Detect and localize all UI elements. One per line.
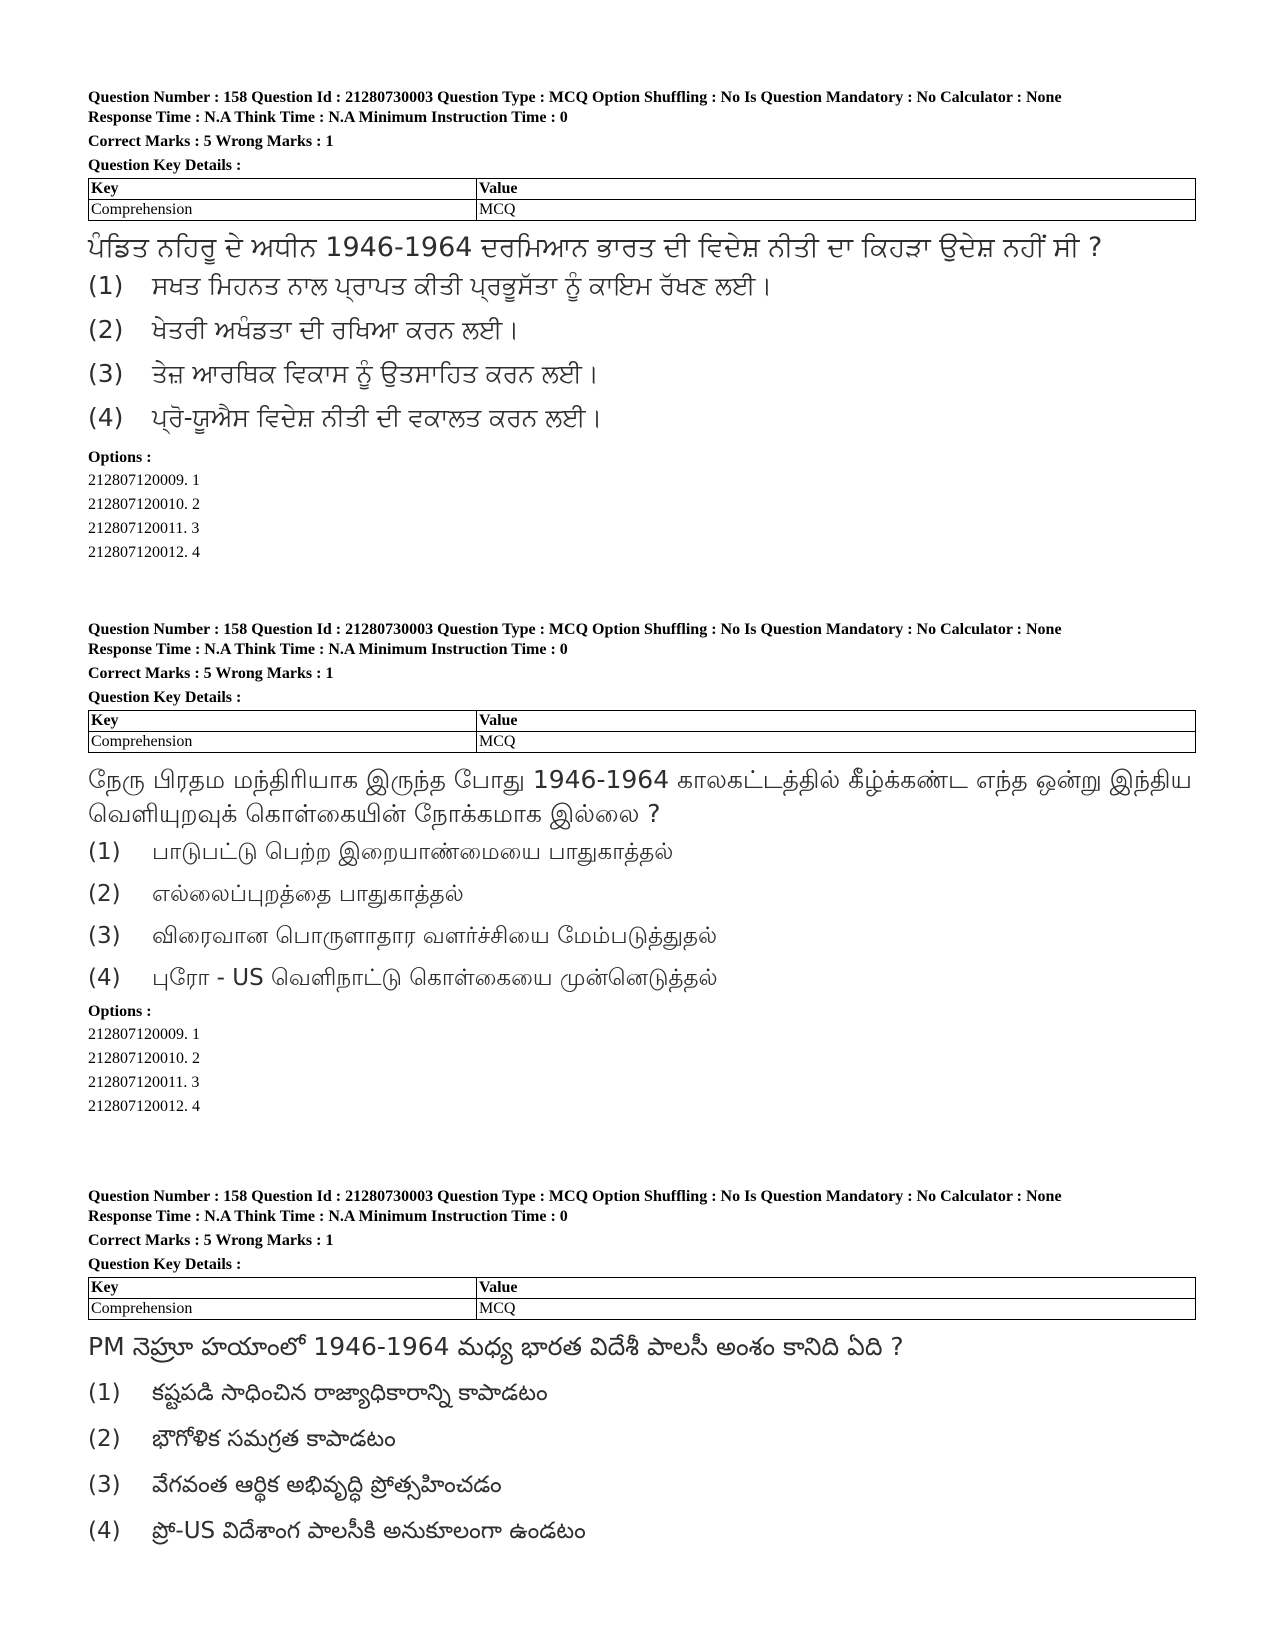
key-cell: Comprehension (89, 200, 477, 221)
choice-text: பாடுபட்டு பெற்ற இறையாண்மையை பாதுகாத்தல் (152, 839, 674, 865)
option-line: 212807120010. 2 (88, 496, 200, 513)
key-details-table (88, 178, 1196, 221)
question-content (88, 231, 1196, 433)
table-header-row (89, 711, 1196, 732)
choice-item (88, 963, 1196, 993)
marks-line: Correct Marks : 5 Wrong Marks : 1 (88, 133, 334, 150)
question-meta (88, 620, 1196, 708)
option-line: 212807120009. 1 (88, 472, 200, 489)
question-block (88, 88, 1196, 565)
question-meta (88, 1187, 1196, 1275)
choice-text: కష్టపడి సాధించిన రాజ్యాధికారాన్ని కాపాడటం (152, 1380, 548, 1406)
choice-text: புரோ - US வெளிநாட்டு கொள்கையை முன்னெடுத்தல் (152, 965, 718, 991)
options-title: Options : (88, 1003, 152, 1020)
choice-number: (4) (88, 1518, 121, 1544)
choice-text: ప్రో-US విదేశాంగ పాలసీకి అనుకూలంగా ఉండటం (152, 1518, 586, 1544)
question-text: ਪੰਡਿਤ ਨਹਿਰੂ ਦੇ ਅਧੀਨ 1946-1964 ਦਰਮਿਆਨ ਭਾਰਤ ਦੀ ਵਿਦੇਸ਼ ਨੀਤੀ ਦਾ ਕਿਹੜਾ ਉਦੇਸ਼ ਨਹੀਂ ਸੀ ? (88, 232, 1103, 263)
value-cell: MCQ (477, 200, 1196, 221)
key-details-table (88, 710, 1196, 753)
meta-line: Question Number : 158 Question Id : 21280730003 Question Type : MCQ Option Shuffling : No Is Question Mandatory : No Calculator : None (88, 89, 1062, 106)
question-content (88, 763, 1196, 993)
choice-item (88, 315, 1196, 345)
option-line: 212807120009. 1 (88, 1026, 200, 1043)
table-row (89, 732, 1196, 753)
choice-item (88, 403, 1196, 433)
value-cell: MCQ (477, 1299, 1196, 1320)
choice-item (88, 921, 1196, 951)
option-line: 212807120011. 3 (88, 520, 200, 537)
choice-number: (4) (88, 965, 121, 991)
meta-line: Response Time : N.A Think Time : N.A Minimum Instruction Time : 0 (88, 1208, 568, 1225)
choice-text: భౌగోళిక సమగ్రత కాపాడటం (152, 1426, 396, 1452)
choice-number: (2) (88, 315, 124, 344)
key-details-title: Question Key Details : (88, 157, 242, 174)
key-details-title: Question Key Details : (88, 689, 242, 706)
option-line: 212807120011. 3 (88, 1074, 200, 1091)
key-details-title: Question Key Details : (88, 1256, 242, 1273)
value-header: Value (477, 1278, 1196, 1299)
question-text: PM నెహ్రూ హయాంలో 1946-1964 మధ్య భారత విదేశీ పాలసీ అంశం కానిది ఏది ? (88, 1332, 904, 1361)
choice-number: (3) (88, 1472, 121, 1498)
key-details-table (88, 1277, 1196, 1320)
table-row (89, 1299, 1196, 1320)
key-header: Key (89, 711, 477, 732)
value-cell: MCQ (477, 732, 1196, 753)
marks-line: Correct Marks : 5 Wrong Marks : 1 (88, 665, 334, 682)
key-header: Key (89, 1278, 477, 1299)
choice-number: (1) (88, 839, 121, 865)
choice-item (88, 1470, 1196, 1500)
choice-text: ਪ੍ਰੋ-ਯੂਐਸ ਵਿਦੇਸ਼ ਨੀਤੀ ਦੀ ਵਕਾਲਤ ਕਰਨ ਲਈ। (152, 403, 603, 432)
choice-number: (3) (88, 923, 121, 949)
question-meta (88, 88, 1196, 176)
option-line: 212807120012. 4 (88, 544, 200, 561)
meta-line: Response Time : N.A Think Time : N.A Minimum Instruction Time : 0 (88, 109, 568, 126)
choice-item (88, 271, 1196, 301)
key-header: Key (89, 179, 477, 200)
option-line: 212807120012. 4 (88, 1098, 200, 1115)
options-title: Options : (88, 449, 152, 466)
choice-number: (2) (88, 881, 121, 907)
question-block (88, 620, 1196, 1119)
choice-number: (1) (88, 1380, 121, 1406)
key-cell: Comprehension (89, 1299, 477, 1320)
marks-line: Correct Marks : 5 Wrong Marks : 1 (88, 1232, 334, 1249)
choice-text: எல்லைப்புறத்தை பாதுகாத்தல் (152, 881, 464, 907)
question-block (88, 1187, 1196, 1546)
choice-number: (1) (88, 271, 124, 300)
value-header: Value (477, 711, 1196, 732)
table-row (89, 200, 1196, 221)
table-header-row (89, 1278, 1196, 1299)
choice-number: (4) (88, 403, 124, 432)
choice-item (88, 1424, 1196, 1454)
question-text: நேரு பிரதம மந்திரியாக இருந்த போது 1946-1964 காலகட்டத்தில் கீழ்க்கண்ட எந்த ஒன்று இந்திய வெளியுறவுக் கொள்கையின் நோக்கமாக இல்லை ? (88, 765, 1192, 828)
choice-item (88, 1516, 1196, 1546)
choice-text: ਖੇਤਰੀ ਅਖੰਡਤਾ ਦੀ ਰਖਿਆ ਕਰਨ ਲਈ। (152, 315, 520, 344)
choice-text: ਸਖਤ ਮਿਹਨਤ ਨਾਲ ਪ੍ਰਾਪਤ ਕੀਤੀ ਪ੍ਰਭੂਸੱਤਾ ਨੂੰ ਕਾਇਮ ਰੱਖਣ ਲਈ। (152, 271, 773, 300)
choice-item (88, 837, 1196, 867)
choice-item (88, 879, 1196, 909)
table-header-row (89, 179, 1196, 200)
choice-item (88, 359, 1196, 389)
choice-number: (2) (88, 1426, 121, 1452)
choice-text: వేగవంత ఆర్థిక అభివృద్ధి ప్రోత్సహించడం (152, 1472, 502, 1498)
meta-line: Question Number : 158 Question Id : 21280730003 Question Type : MCQ Option Shuffling : No Is Question Mandatory : No Calculator : None (88, 621, 1062, 638)
value-header: Value (477, 179, 1196, 200)
choice-text: ਤੇਜ਼ ਆਰਥਿਕ ਵਿਕਾਸ ਨੂੰ ਉਤਸਾਹਿਤ ਕਰਨ ਲਈ। (152, 359, 599, 388)
choice-number: (3) (88, 359, 124, 388)
key-cell: Comprehension (89, 732, 477, 753)
choice-text: விரைவான பொருளாதார வளர்ச்சியை மேம்படுத்துதல் (152, 923, 718, 949)
meta-line: Response Time : N.A Think Time : N.A Minimum Instruction Time : 0 (88, 641, 568, 658)
option-line: 212807120010. 2 (88, 1050, 200, 1067)
choice-item (88, 1378, 1196, 1408)
question-content (88, 1330, 1196, 1546)
meta-line: Question Number : 158 Question Id : 21280730003 Question Type : MCQ Option Shuffling : No Is Question Mandatory : No Calculator : None (88, 1188, 1062, 1205)
